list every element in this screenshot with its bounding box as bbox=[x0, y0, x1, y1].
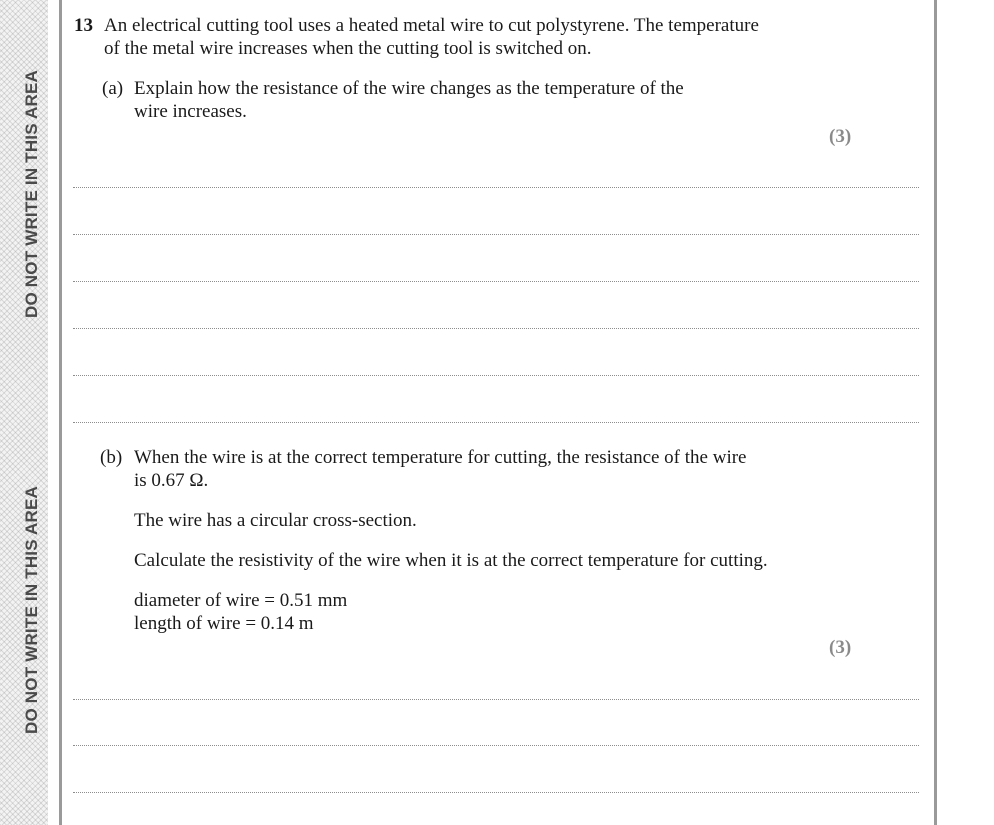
answer-line-a-3[interactable] bbox=[73, 281, 919, 282]
margin-border-left bbox=[59, 0, 62, 825]
part-b-label: (b) bbox=[100, 447, 123, 468]
part-b-cross-section: The wire has a circular cross-section. bbox=[134, 510, 417, 531]
part-a-line-2: wire increases. bbox=[134, 101, 247, 122]
answer-line-a-1[interactable] bbox=[73, 187, 919, 188]
answer-line-b-2[interactable] bbox=[73, 745, 919, 746]
answer-line-a-4[interactable] bbox=[73, 328, 919, 329]
question-stem-line-2: of the metal wire increases when the cutting tool is switched on. bbox=[104, 38, 592, 59]
answer-line-a-5[interactable] bbox=[73, 375, 919, 376]
part-a-label: (a) bbox=[102, 78, 124, 99]
margin-warning-bottom: DO NOT WRITE IN THIS AREA bbox=[22, 485, 41, 735]
answer-line-a-6[interactable] bbox=[73, 422, 919, 423]
part-b-diameter: diameter of wire = 0.51 mm bbox=[134, 590, 348, 611]
margin-warning-top: DO NOT WRITE IN THIS AREA bbox=[22, 69, 41, 319]
answer-line-a-2[interactable] bbox=[73, 234, 919, 235]
answer-line-b-3[interactable] bbox=[73, 792, 919, 793]
answer-line-b-1[interactable] bbox=[73, 699, 919, 700]
part-b-instruction: Calculate the resistivity of the wire when it is at the correct temperature for cutting. bbox=[134, 550, 768, 571]
part-b-line-1: When the wire is at the correct temperature for cutting, the resistance of the wire bbox=[134, 447, 747, 468]
part-b-line-2: is 0.67 Ω. bbox=[134, 470, 209, 491]
question-stem-line-1: An electrical cutting tool uses a heated metal wire to cut polystyrene. The temperature bbox=[104, 15, 759, 36]
part-a-line-1: Explain how the resistance of the wire changes as the temperature of the bbox=[134, 78, 684, 99]
part-b-marks: (3) bbox=[829, 637, 852, 658]
question-number: 13 bbox=[74, 15, 93, 36]
margin-border-right bbox=[934, 0, 937, 825]
part-b-length: length of wire = 0.14 m bbox=[134, 613, 314, 634]
part-a-marks: (3) bbox=[829, 126, 852, 147]
